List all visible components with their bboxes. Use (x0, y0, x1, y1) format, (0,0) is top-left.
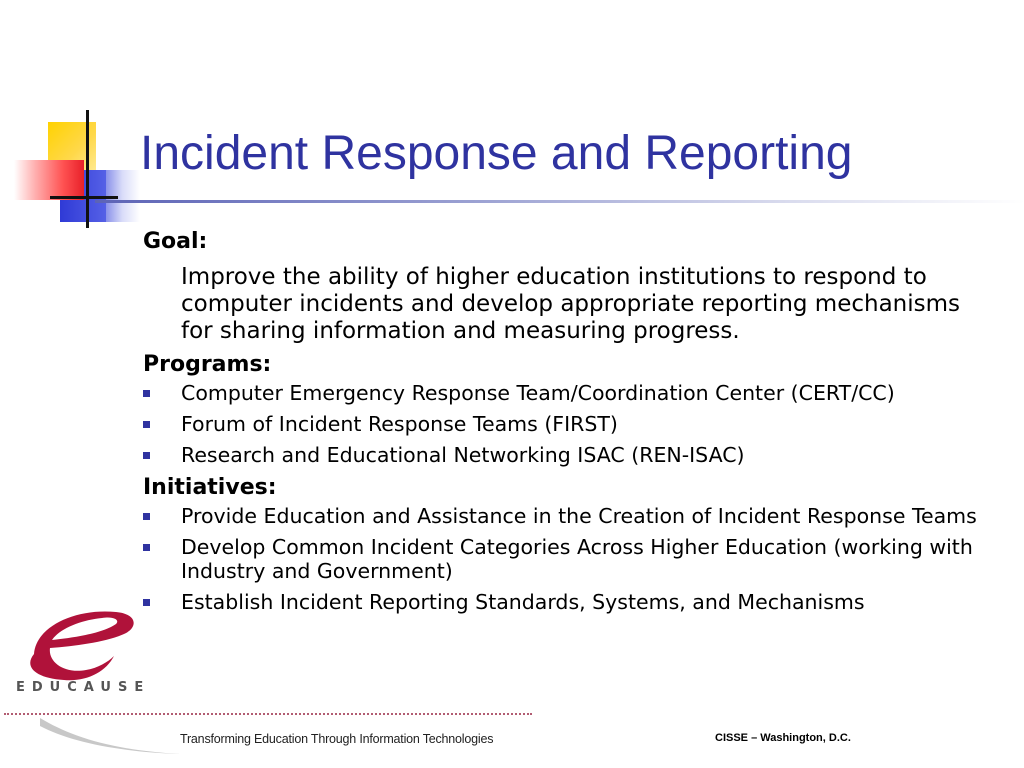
slide-title: Incident Response and Reporting (140, 127, 853, 180)
slide-body (143, 228, 993, 621)
logo-wordmark: EDUCAUSE (16, 680, 151, 695)
program-text: Research and Educational Networking ISAC (REN-ISAC) (181, 443, 745, 467)
program-text: Computer Emergency Response Team/Coordination Center (CERT/CC) (181, 381, 895, 405)
list-item (143, 443, 993, 467)
swoosh-icon (40, 716, 180, 756)
initiative-text: Establish Incident Reporting Standards, Systems, and Mechanisms (181, 590, 865, 614)
list-item (143, 535, 993, 583)
bullet-icon (143, 452, 150, 459)
initiative-text: Develop Common Incident Categories Across Higher Education (working with Industry and Government) (181, 535, 973, 583)
initiatives-list (143, 504, 993, 614)
bullet-icon (143, 544, 150, 551)
footer-event: CISSE – Washington, D.C. (715, 732, 851, 744)
bullet-icon (143, 421, 150, 428)
footer-tagline: Transforming Education Through Information Technologies (180, 732, 494, 746)
list-item (143, 381, 993, 405)
title-rule (95, 200, 1024, 203)
programs-list (143, 381, 993, 467)
footer-dotted-rule (4, 713, 532, 715)
bullet-icon (143, 513, 150, 520)
goal-text: Improve the ability of higher education institutions to respond to computer incidents and develop appropriate reporting mechanisms for sharing information and measuring progress. (181, 264, 961, 344)
bullet-icon (143, 599, 150, 606)
initiative-text: Provide Education and Assistance in the Creation of Incident Response Teams (181, 504, 977, 528)
decor-red-square (14, 160, 84, 200)
goal-heading: Goal: (143, 229, 208, 254)
programs-heading: Programs: (143, 352, 272, 377)
program-text: Forum of Incident Response Teams (FIRST) (181, 412, 618, 436)
initiatives-heading: Initiatives: (143, 475, 277, 500)
bullet-icon (143, 390, 150, 397)
list-item (143, 590, 993, 614)
list-item (143, 504, 993, 528)
educause-logo-icon (16, 604, 140, 684)
decor-vertical-line (86, 110, 89, 228)
decor-horizontal-line (50, 196, 118, 199)
list-item (143, 412, 993, 436)
